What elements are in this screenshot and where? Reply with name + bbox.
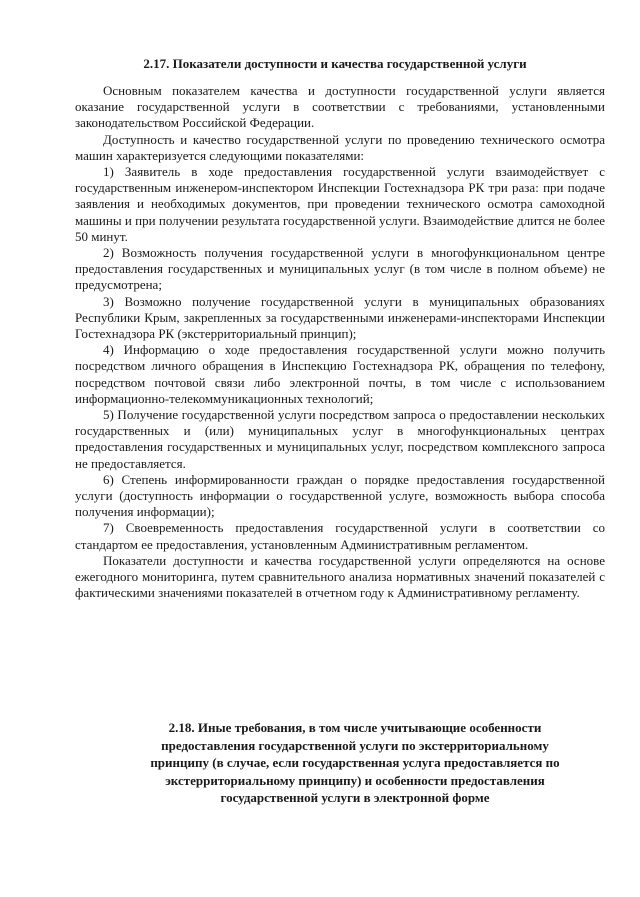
paragraph-item-4: 4) Информацию о ходе предоставления государственной услуги можно получить посредством личного обращения в Инспекцию Гостехнадзора РК, обращения по телефону, посредством почтовой связи либо электронной почты, в том числе с использованием информационно-телекоммуникационных технологий; [75,342,605,406]
section-2-18-title-line: 2.18. Иные требования, в том числе учитывающие особенности [168,720,542,735]
paragraph-item-2: 2) Возможность получения государственной услуги в многофункциональном центре предоставления государственных и муниципальных услуг (в том числе в полном объеме) не предусмотрена; [75,245,605,293]
paragraph-item-6: 6) Степень информированности граждан о порядке предоставления государственной услуги (доступность информации о государственной услуге, возможность выбора способа получения информации); [75,471,605,520]
section-2-17-title: 2.17. Показатели доступности и качества государственной услуги [143,56,527,71]
paragraph-item-1: 1) Заявитель в ходе предоставления государственной услуги взаимодействует с государственным инженером-инспектором Инспекции Гостехнадзора РК три раза: при подаче заявления и необходимых документов, при проведении технического осмотра самоходной машины и при получении результата государственной услуги. Взаимодействие длится не более 50 минут. [75,164,605,244]
paragraph-availability-intro: Доступность и качество государственной услуги по проведению технического осмотра машин характеризуется следующими показателями: [75,131,605,163]
paragraph-item-3: 3) Возможно получение государственной услуги в муниципальных образованиях Республики Крым, закрепленных за государственными инженерами-инспекторами Инспекции Гостехнадзора РК (экстерриториальный принцип); [75,293,605,342]
section-2-18-title-line: принципу (в случае, если государственная услуга предоставляется по [150,755,560,770]
paragraph-item-7: 7) Своевременность предоставления государственной услуги в соответствии со стандартом ее предоставления, установленным Административным регламентом. [75,520,605,552]
paragraph-item-5: 5) Получение государственной услуги посредством запроса о предоставлении нескольких государственных и (или) муниципальных услуг в многофункциональных центрах предоставления государственных и муниципальных услуг, посредством комплексного запроса не предоставляется. [75,407,605,471]
paragraph-monitoring: Показатели доступности и качества государственной услуги определяются на основе ежегодного мониторинга, путем сравнительного анализа нормативных значений показателей с фактическими значениями показателей в отчетном году к Административному регламенту. [75,552,605,601]
paragraph-main-indicator: Основным показателем качества и доступности государственной услуги является оказание государственной услуги в соответствии с требованиями, установленными законодательством Российской Федерации. [75,83,605,131]
section-2-18-title [110,719,600,807]
section-2-18-title-line: предоставления государственной услуги по экстерриториальному [161,737,549,753]
section-2-17-body [75,83,605,602]
section-2-18-title-line: экстерриториальному принципу) и особенности предоставления [165,772,545,788]
section-2-18-title-line: государственной услуги в электронной форме [220,790,490,805]
